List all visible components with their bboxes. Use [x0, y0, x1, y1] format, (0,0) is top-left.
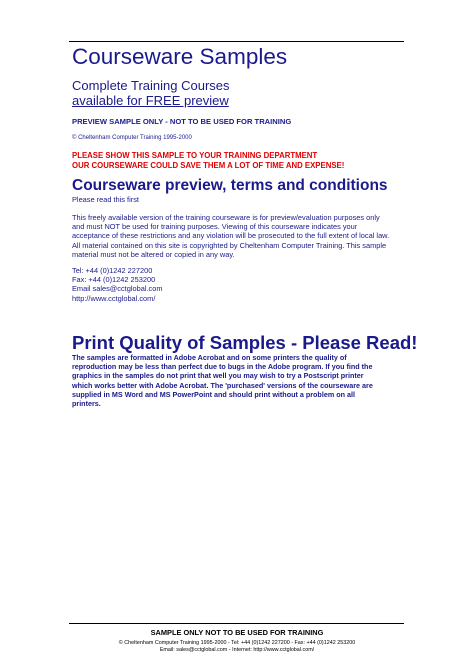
terms-heading: Courseware preview, terms and conditions — [72, 177, 388, 194]
copyright-notice: © Cheltenham Computer Training 1995-2000 — [72, 135, 192, 141]
page-subtitle-line1: Complete Training Courses — [72, 78, 230, 93]
print-quality-line: The samples are formatted in Adobe Acrobat and on some printers the quality of — [72, 353, 347, 362]
page-subtitle-line2: available for FREE preview — [72, 93, 229, 108]
footer-title: SAMPLE ONLY NOT TO BE USED FOR TRAINING — [150, 628, 324, 637]
preview-only-notice: PREVIEW SAMPLE ONLY - NOT TO BE USED FOR TRAINING — [72, 117, 292, 126]
terms-line: material must not be altered or copied in any way. — [72, 249, 235, 259]
page-title: Courseware Samples — [72, 44, 288, 69]
warning-line-2: OUR COURSEWARE COULD SAVE THEM A LOT OF TIME AND EXPENSE! — [72, 161, 345, 170]
footer-contact-line-2: Email: sales@cctglobal.com - Internet: http://www.cctglobal.com/ — [159, 647, 315, 653]
contact-web-link[interactable]: http://www.cctglobal.com/ — [72, 293, 156, 303]
header-rule — [69, 41, 404, 42]
print-quality-heading: Print Quality of Samples - Please Read! — [72, 332, 418, 353]
read-first-text: Please read this first — [72, 195, 139, 204]
contact-block — [72, 266, 162, 303]
print-quality-line: printers. — [72, 399, 101, 409]
contact-email-link[interactable]: Email sales@cctglobal.com — [72, 284, 163, 294]
print-quality-line: which works better with Adobe Acrobat. The 'purchased' versions of the courseware are — [72, 380, 373, 390]
print-quality-line: supplied in MS Word and MS PowerPoint and should print without a problem on all — [72, 389, 355, 399]
print-quality-paragraph — [72, 353, 373, 408]
terms-line: and must NOT be used for training purposes. Viewing of this courseware indicates your — [72, 222, 358, 232]
contact-tel: Tel: +44 (0)1242 227200 — [72, 266, 153, 275]
warning-notice — [72, 151, 344, 171]
terms-line: All material contained on this site is copyrighted by Cheltenham Computer Training. This sample — [72, 240, 387, 250]
footer-rule — [69, 623, 404, 624]
print-quality-line: graphics in the samples do not print that well you may wish to try a Postscript printer — [72, 371, 364, 381]
contact-fax: Fax: +44 (0)1242 253200 — [72, 275, 156, 285]
terms-line: acceptance of these restrictions and any violation will be prosecuted to the full extent of local law. — [72, 231, 390, 241]
footer-contact-line-1: © Cheltenham Computer Training 1995-2000 - Tel: +44 (0)1242 227200 - Fax: +44 (0)1242 253200 — [118, 640, 356, 646]
terms-paragraph — [72, 213, 412, 259]
print-quality-line: reproduction may be less than perfect due to bugs in the Adobe program. If you find the — [72, 362, 373, 372]
terms-line: This freely available version of the training courseware is for preview/evaluation purposes only — [72, 213, 380, 222]
warning-line-1: PLEASE SHOW THIS SAMPLE TO YOUR TRAINING DEPARTMENT — [72, 151, 318, 160]
